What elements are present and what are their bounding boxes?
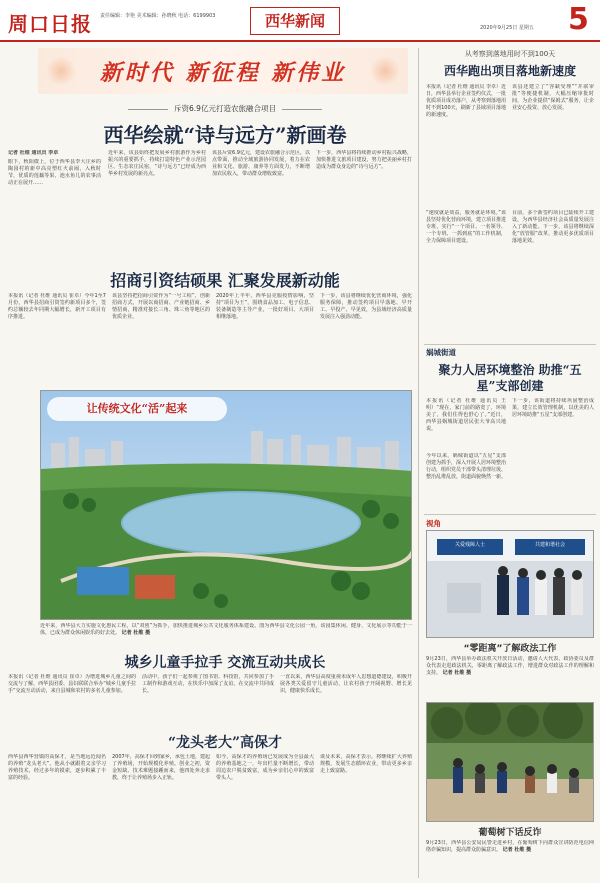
lead-paragraph: 眼下，秋阳微上，位于西华县李大庄乡的陶园村的新中高亮塑红火前闹，入秋时节，优质的莲藕等果、池水鱼儿的农事活动正在展开…… — [8, 159, 101, 186]
photo-overlay-title: 让传统文化“活”起来 — [86, 402, 188, 415]
right-photo-section-tag: 视角 — [426, 519, 441, 528]
story2-paragraph: 该县坚持把招商引资作为“一号工程”，创新招商方式，开展以商招商、产业链招商、乡情招商，精准对接长三角、珠三角等地区的优质企业。 — [112, 293, 210, 320]
story2-paragraph: 本报讯（记者 杜维 通讯员 崔卓）今年1至7月份，西华县招商引资签约新项目多个，签约总额较去年同期大幅增长，新开工项目有序推进。 — [8, 293, 106, 320]
lead-headline: 西华绘就“诗与远方”新画卷 — [103, 123, 347, 147]
right-top-column-1 — [426, 84, 506, 334]
paper-logo: 周口日报 — [8, 12, 92, 36]
photo-banner-text-right: 共建和谐社会 — [534, 542, 565, 548]
grape-trellis-caption-text: 9月23日，西华县公安局民警走进乡村，在葡萄树下向群众宣讲防范电信网络诈骗知识，提高群众防骗意识。 — [426, 840, 594, 853]
grape-trellis-caption — [426, 840, 594, 876]
legal-visit-photo — [426, 530, 594, 638]
page-number: 5 — [568, 2, 589, 37]
park-photo-image — [41, 391, 412, 620]
issue-date: 2020年9月25日 星期五 — [480, 25, 534, 31]
story2-column-3 — [216, 293, 314, 379]
park-photo — [40, 390, 412, 620]
story2-column-2 — [112, 293, 210, 379]
lead-paragraph: 下一步，西华县将持续推动乡村振兴战略，加快推进文旅项目建设，努力把美丽乡村打造成为群众身边的“诗与远方”。 — [316, 150, 412, 170]
photo-caption-text: 近年来，西华县大力实施文化惠民工程，以“双创”为抓手，加快推进城乡公共文化服务体系建设。图为西华县文化公园一角，该园集休闲、健身、文化展示等功能于一体，已成为群众休闲娱乐的好去处。 — [40, 623, 412, 636]
photo-credit: 记者 杜维 摄 — [121, 630, 151, 636]
lead-deck-text: 斥资6.9亿元打造农旅融合项目 — [174, 104, 276, 113]
right-top-column-2 — [512, 84, 594, 334]
lead-byline: 记者 杜维 通讯员 李卓 — [8, 150, 59, 156]
story4-paragraph: 谈及未来，高保才表示，将继续扩大养殖规模，发展生态循环农业，带动更多乡亲走上致富路。 — [320, 754, 412, 774]
story4-paragraph: 如今，高保才的养殖场已发展成为全县最大的养殖基地之一，年出栏量不断增长，带动周边农户脱贫致富，成为乡亲们心中的致富带头人。 — [216, 754, 314, 781]
story3-paragraph: 本报讯（记者 杜维 通讯员 崔卓）为增进城乡儿童之间的交流与了解，西华县团委、县妇联联合举办“城乡儿童手拉手”交流互动活动，来自县城和农村的多名儿童参加。 — [8, 674, 136, 694]
lead-column-2 — [108, 150, 206, 244]
grape-trellis-photo-image — [427, 703, 594, 822]
story2-paragraph: 下一步，该县将继续优化营商环境，强化服务保障，推动签约项目早落地、早开工、早投产、早见效，为县域经济高质量发展注入强劲动能。 — [320, 293, 412, 320]
story2-column-1 — [8, 293, 106, 379]
slogan-text: 新时代 新征程 新伟业 — [99, 60, 347, 86]
right-top-paragraph: “速度就是效益，服务就是环境。”该县坚持优化营商环境，建立项目推进专班，实行“一个项目、一名领导、一个专班、一抓到底”的工作机制，全力保障项目建设。 — [426, 210, 506, 244]
right-section-rule — [424, 344, 596, 345]
lead-paragraph: 该县斥资6.9亿元，建设农旅融合示范区，以点带面，推动全域旅游协同发展，着力在农业和文化、旅游、康养等方面发力，不断增加农民收入，带动群众增收致富。 — [212, 150, 310, 177]
story4-paragraph: 2007年，高保才回到家乡，承包土地，建起了养殖场，开始规模化养殖。创业之初，资金短缺、技术难题接踵而来，他四处奔走求教，终于让养殖场步入正轨。 — [112, 754, 210, 781]
deck-rule-left — [128, 109, 168, 110]
lead-column-4 — [316, 150, 412, 244]
legal-visit-title: “零距离”了解政法工作 — [463, 644, 557, 654]
lead-column-3 — [212, 150, 310, 244]
slogan-banner — [38, 48, 408, 94]
right-mid-paragraph: 本报讯（记者 杜维 通讯员 王明）“现在，家门前的路宽了，环境美了，我们住得也舒心了。”近日，西华县娲城街道居民张大爷高兴地说。 — [426, 398, 506, 432]
story3-paragraph: 一直以来，西华县高度重视未成年人思想道德建设，积极开展各类关爱留守儿童活动，让农村孩子开阔视野、增长见识，健康快乐成长。 — [280, 674, 412, 694]
right-top-paragraph: 该县还建立了“容缺受理”“并联审批”等便捷机制，大幅压缩审批时间，为企业提供“保姆式”服务，让企业安心投资、放心发展。 — [512, 84, 594, 111]
story3-column-2 — [142, 674, 274, 726]
photo-banner-text-left: 关爱残障人士 — [454, 542, 485, 548]
story4-paragraph: 西华县西华营镇的高保才，是当地远近闻名的养殖“龙头老大”。他从小就跟着父亲学习养殖技术，经过多年的摸索，逐步积累了丰富的经验。 — [8, 754, 106, 781]
deck-rule-right — [282, 109, 322, 110]
right-mid-column-1 — [426, 398, 506, 507]
story3-paragraph: 活动中，孩子们一起参观了图书馆、科技馆，共同参加了手工制作和游戏互动，在快乐中加深了友谊，在交流中共同成长。 — [142, 674, 274, 694]
masthead — [0, 0, 600, 42]
right-section-rule — [424, 514, 596, 515]
story2-headline: 招商引资结硕果 汇聚发展新动能 — [110, 271, 340, 290]
right-top-paragraph: 本报讯（记者 杜维 通讯员 李卓）近日，西华县举行企业签约仪式，一批优质项目成功落户，从考察到落地用时不到100天，刷新了县域项目落地的新速度。 — [426, 84, 506, 118]
column-divider — [418, 48, 419, 878]
right-mid-paragraph: 下一步，该街道将持续巩固整治成果，建立长效管理机制，以优美的人居环境助推“五星”支部创建。 — [512, 398, 594, 418]
lead-column-1 — [8, 150, 101, 245]
right-mid-headline: 聚力人居环境整治 助推“五星”支部创建 — [438, 363, 582, 393]
lead-deck — [60, 103, 390, 114]
right-top-kicker: 从考察到落地用时不到100天 — [464, 50, 556, 58]
photo-overlay-box — [47, 397, 227, 421]
story3-column-1 — [8, 674, 136, 726]
grape-trellis-credit: 记者 杜维 摄 — [502, 847, 532, 853]
legal-visit-caption-text: 9月23日，西华县举办政法机关开放日活动，邀请人大代表、政协委员及群众代表走进政法机关，零距离了解政法工作，增进群众对政法工作的理解和支持。 — [426, 656, 594, 676]
story2-column-4 — [320, 293, 412, 379]
story3-headline: 城乡儿童手拉手 交流互动共成长 — [124, 655, 326, 671]
story4-column-4 — [320, 754, 412, 876]
section-title: 西华新闻 — [250, 7, 340, 35]
right-top-headline: 西华跑出项目落地新速度 — [443, 64, 576, 78]
right-mid-paragraph: 今年以来，娲城街道以“五星”支部创建为抓手，深入开展人居环境整治行动，组织党员干部带头清理垃圾、整治乱堆乱放，街道面貌焕然一新。 — [426, 453, 506, 480]
park-photo-caption — [40, 623, 412, 644]
legal-visit-caption — [426, 656, 594, 698]
right-top-paragraph: 目前，多个新签约项目已陆续开工建设，为西华县经济社会高质量发展注入了新动能。下一步，该县将继续深化“放管服”改革，推动更多优质项目落地见效。 — [512, 210, 594, 244]
legal-visit-credit: 记者 杜维 摄 — [442, 670, 472, 676]
story2-paragraph: 2020年上半年，西华县克服疫情影响，坚持“项目为王”，围绕食品加工、电子信息、装备制造等主导产业，一批好项目、大项目相继落地。 — [216, 293, 314, 320]
right-mid-section-tag: 娲城街道 — [426, 348, 456, 357]
story4-column-2 — [112, 754, 210, 876]
right-mid-column-2 — [512, 398, 594, 507]
grape-trellis-photo — [426, 702, 594, 822]
lead-paragraph: 近年来，该县始终把发展乡村旅游作为乡村振兴的重要抓手，持续打造特色产业示范园区、生态农庄民宿，“诗与远方”已经成为西华乡村发展的新亮点。 — [108, 150, 206, 177]
story3-column-3 — [280, 674, 412, 726]
story4-column-1 — [8, 754, 106, 876]
story4-headline: “龙头老大”高保才 — [167, 735, 283, 751]
grape-trellis-title: 葡萄树下话反诈 — [478, 828, 542, 838]
staff-line: 责任编辑：李艳 美术编辑：孙晓秋 电话：6199903 — [100, 13, 216, 19]
story4-column-3 — [216, 754, 314, 876]
